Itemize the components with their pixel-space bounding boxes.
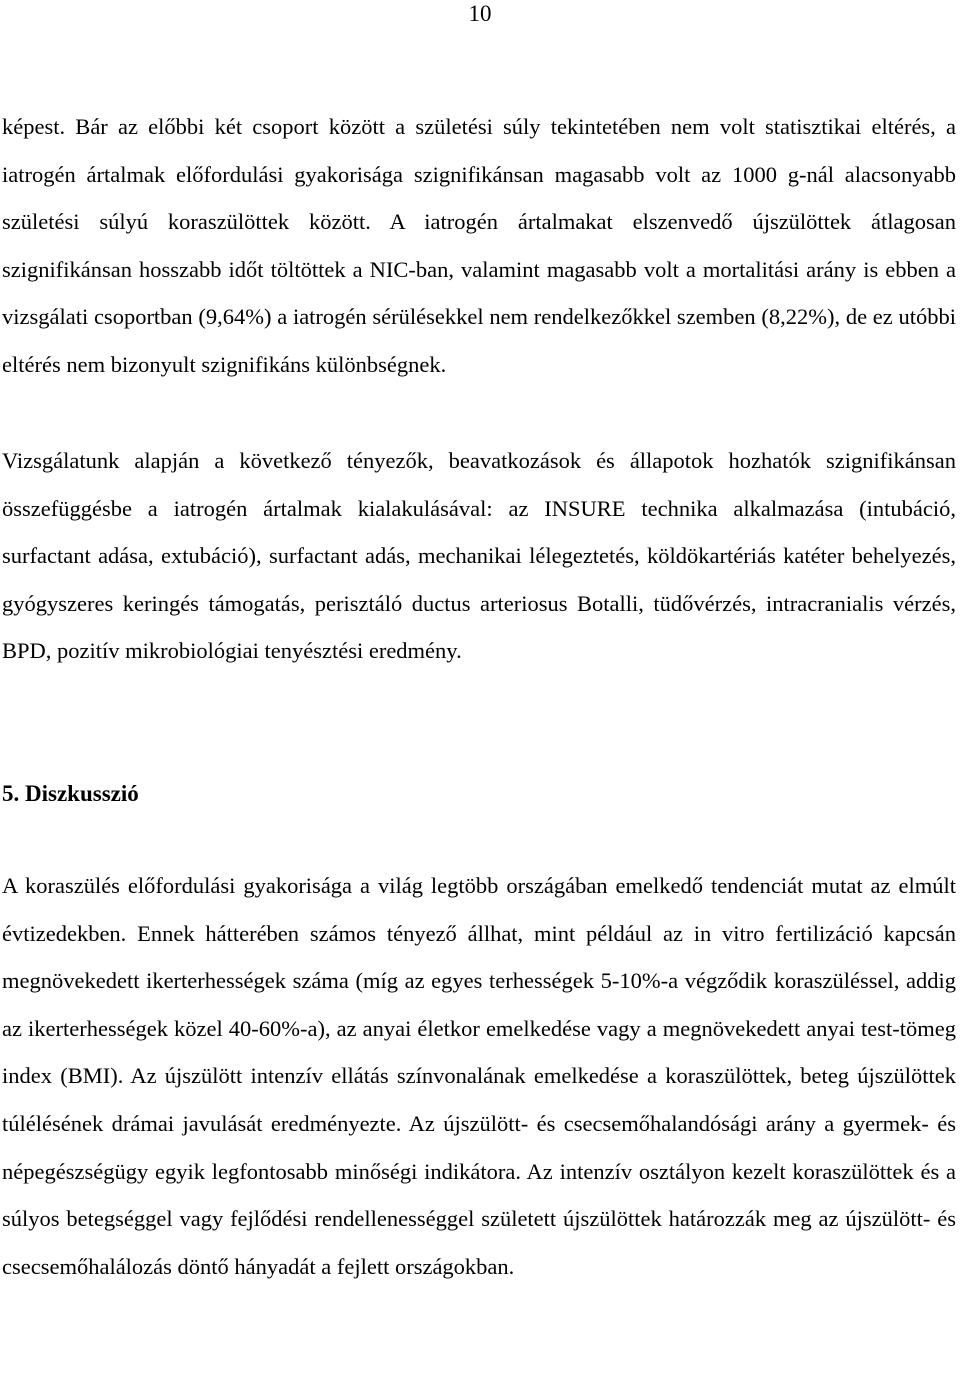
paragraph-comparison-results: képest. Bár az előbbi két csoport között a születési súly tekintetében nem volt statisztikai eltérés, a iatrogén ártalmak előfordulási gyakorisága szignifikánsan magasabb volt az 1000 g-nál alacsonyabb születési súlyú koraszülöttek között. A iatrogén ártalmakat elszenvedő újszülöttek átlagosan szignifikánsan hosszabb időt töltöttek a NIC-ban, valamint magasabb volt a mortalitási arány is ebben a vizsgálati csoportban (9,64%) a iatrogén sérülésekkel nem rendelkezőkkel szemben (8,22%), de ez utóbbi eltérés nem bizonyult szignifikáns különbségnek. (2, 114, 956, 377)
paragraph-risk-factors: Vizsgálatunk alapján a következő tényezők, beavatkozások és állapotok hozhatók szignifikánsan összefüggésbe a iatrogén ártalmak kialakulásával: az INSURE technika alkalmazása (intubáció, surfactant adása, extubáció), surfactant adás, mechanikai lélegeztetés, köldökartériás katéter behelyezés, gyógyszeres keringés támogatás, perisztáló ductus arteriosus Botalli, tüdővérzés, intracranialis vérzés, BPD, pozitív mikrobiológiai tenyésztési eredmény. (2, 448, 956, 664)
paragraph-discussion-intro: A koraszülés előfordulási gyakorisága a világ legtöbb országában emelkedő tendenciát mutat az elmúlt évtizedekben. Ennek hátterében számos tényező állhat, mint például az in vitro fertilizáció kapcsán megnövekedett ikerterhességek száma (míg az egyes terhességek 5-10%-a végződik koraszüléssel, addig az ikerterhességek közel 40-60%-a), az anyai életkor emelkedése vagy a megnövekedett anyai test-tömeg index (BMI). Az újszülött intenzív ellátás színvonalának emelkedése a koraszülöttek, beteg újszülöttek túlélésének drámai javulását eredményezte. Az újszülött- és csecsemőhalandósági arány a gyermek- és népegészségügy egyik legfontosabb minőségi indikátora. Az intenzív osztályon kezelt koraszülöttek és a súlyos betegséggel vagy fejlődési rendellenességgel született újszülöttek határozzák meg az újszülött- és csecsemőhalálozás döntő hányadát a fejlett országokban. (2, 873, 956, 1279)
section-heading-discussion: 5. Diszkusszió (2, 781, 139, 806)
page-number: 10 (468, 1, 492, 26)
